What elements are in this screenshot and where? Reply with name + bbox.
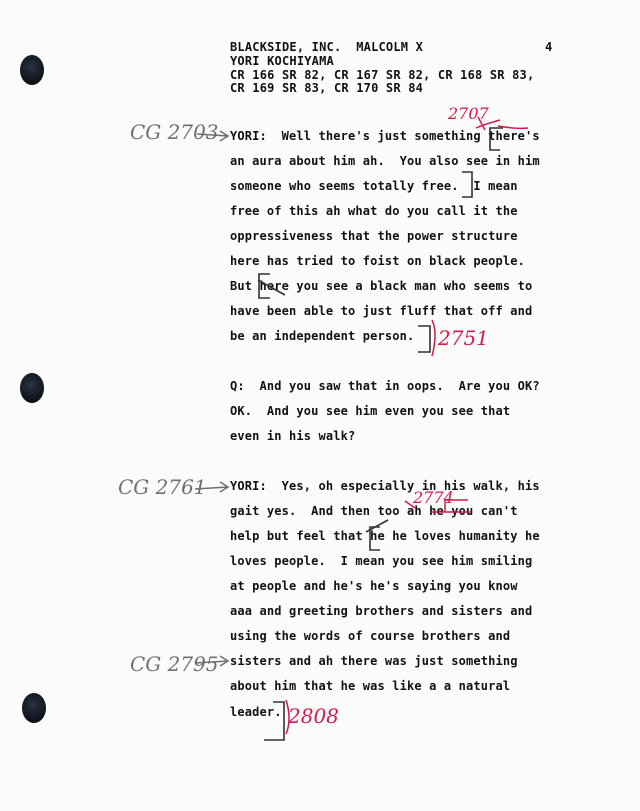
body-line: gait yes. And then too ah he you can't (230, 504, 518, 518)
header-line-1: BLACKSIDE, INC. MALCOLM X (230, 40, 424, 54)
header-line-3: CR 166 SR 82, CR 167 SR 82, CR 168 SR 83, (230, 68, 535, 82)
binder-hole-middle (20, 373, 44, 403)
body-line: loves people. I mean you see him smiling (230, 554, 533, 568)
timecode-annotation: CG 2795 (130, 652, 219, 676)
timecode-annotation: CG 2703 (130, 120, 219, 144)
page-number: 4 (545, 40, 553, 54)
body-line: leader. (230, 705, 282, 719)
body-line: YORI: Yes, oh especially in his walk, his (230, 479, 540, 493)
red-timecode: 2774 (413, 488, 454, 507)
body-line: here has tried to foist on black people. (230, 254, 525, 268)
body-line: OK. And you see him even you see that (230, 404, 511, 418)
bracket-mark (418, 326, 430, 352)
red-timecode: 2808 (288, 704, 339, 728)
red-mark (432, 320, 435, 356)
body-line: Q: And you saw that in oops. Are you OK? (230, 379, 540, 393)
body-line: even in his walk? (230, 429, 356, 443)
header-line-2: YORI KOCHIYAMA (230, 54, 334, 68)
body-line: about him that he was like a a natural (230, 679, 511, 693)
body-line: sisters and ah there was just something (230, 654, 518, 668)
body-line: have been able to just fluff that off and (230, 304, 533, 318)
timecode-annotation: CG 2761 (118, 475, 207, 499)
red-timecode: 2707 (448, 104, 489, 123)
red-timecode: 2751 (438, 326, 489, 350)
body-line: free of this ah what do you call it the (230, 204, 518, 218)
body-line: YORI: Well there's just something there's (230, 129, 540, 143)
body-line: But here you see a black man who seems to (230, 279, 533, 293)
body-line: aaa and greeting brothers and sisters and (230, 604, 533, 618)
header-line-4: CR 169 SR 83, CR 170 SR 84 (230, 81, 424, 95)
body-line: someone who seems totally free. I mean (230, 179, 518, 193)
body-line: oppressiveness that the power structure (230, 229, 518, 243)
body-line: be an independent person. (230, 329, 415, 343)
body-line: an aura about him ah. You also see in him (230, 154, 540, 168)
body-line: at people and he's he's saying you know (230, 579, 518, 593)
binder-hole-bottom (22, 693, 46, 723)
body-line: help but feel that he he loves humanity he (230, 529, 540, 543)
binder-hole-top (20, 55, 44, 85)
body-line: using the words of course brothers and (230, 629, 511, 643)
